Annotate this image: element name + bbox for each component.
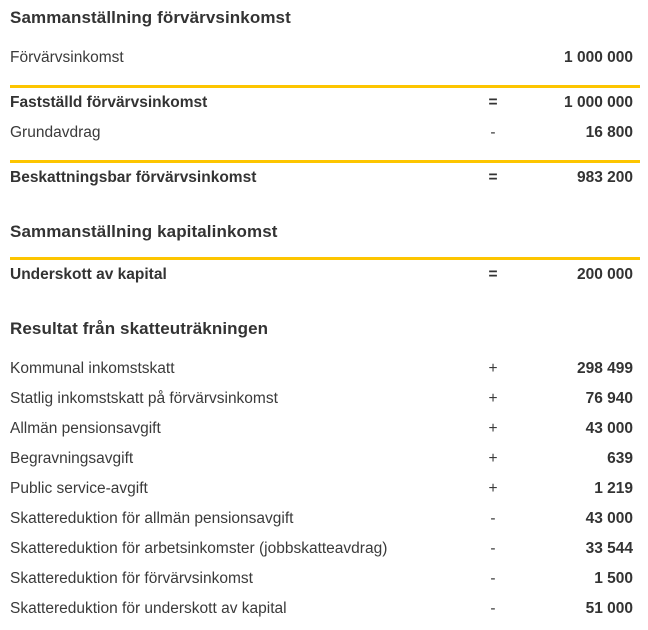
- row-label: Skattereduktion för förvärvsinkomst: [10, 570, 253, 587]
- row-label: Förvärvsinkomst: [10, 49, 124, 66]
- row-value: 1 500: [594, 570, 633, 587]
- row-label: Skattereduktion för allmän pensionsavgift: [10, 510, 294, 527]
- row-operator: =: [488, 169, 498, 186]
- summary-row: [10, 474, 633, 504]
- summary-row: [10, 88, 633, 118]
- section-tax-calculation-result: [10, 319, 633, 624]
- row-operator: =: [488, 266, 498, 283]
- summary-row: [10, 43, 633, 73]
- row-value: 983 200: [576, 169, 633, 186]
- row-operator: =: [488, 94, 498, 111]
- row-value: 43 000: [585, 510, 633, 527]
- row-value: 200 000: [576, 266, 633, 283]
- summary-row: [10, 118, 633, 148]
- row-operator: +: [488, 450, 498, 467]
- row-value: 1 219: [594, 480, 633, 497]
- row-value: 639: [607, 450, 633, 467]
- summary-row: [10, 163, 633, 193]
- row-value: 43 000: [585, 420, 633, 437]
- summary-row: [10, 534, 633, 564]
- section-rows: [10, 257, 633, 290]
- row-operator: -: [490, 570, 496, 587]
- row-value: 1 000 000: [564, 94, 633, 111]
- row-value: 51 000: [585, 600, 633, 617]
- row-operator: -: [490, 600, 496, 617]
- summary-row: [10, 564, 633, 594]
- row-label: Allmän pensionsavgift: [10, 420, 161, 437]
- row-label: Statlig inkomstskatt på förvärvsinkomst: [10, 390, 278, 407]
- row-label: Public service-avgift: [10, 480, 148, 497]
- row-label: Skattereduktion för underskott av kapital: [10, 600, 287, 617]
- row-label: Beskattningsbar förvärvsinkomst: [10, 169, 257, 186]
- summary-row: [10, 384, 633, 414]
- summary-row: [10, 594, 633, 624]
- row-value: 76 940: [585, 390, 633, 407]
- row-operator: -: [490, 510, 496, 527]
- row-operator: +: [488, 390, 498, 407]
- summary-row: [10, 414, 633, 444]
- summary-row: [10, 260, 633, 290]
- summary-row: [10, 444, 633, 474]
- row-value: 298 499: [576, 360, 633, 377]
- row-operator: +: [488, 360, 498, 377]
- section-capital-income-summary: [10, 222, 633, 290]
- row-value: 33 544: [585, 540, 633, 557]
- section-rows: [10, 354, 633, 624]
- section-title: Resultat från skatteuträkningen: [10, 319, 269, 338]
- row-value: 16 800: [585, 124, 633, 141]
- section-title: Sammanställning kapitalinkomst: [10, 222, 278, 241]
- section-earned-income-summary: [10, 8, 633, 193]
- row-label: Begravningsavgift: [10, 450, 134, 467]
- row-label: Skattereduktion för arbetsinkomster (jobbskatteavdrag): [10, 540, 388, 557]
- row-value: 1 000 000: [564, 49, 633, 66]
- row-label: Underskott av kapital: [10, 266, 167, 283]
- row-label: Fastställd förvärvsinkomst: [10, 94, 208, 111]
- row-operator: -: [490, 540, 496, 557]
- row-operator: +: [488, 480, 498, 497]
- row-operator: -: [490, 124, 496, 141]
- row-label: Kommunal inkomstskatt: [10, 360, 175, 377]
- row-operator: +: [488, 420, 498, 437]
- summary-row: [10, 504, 633, 534]
- summary-row: [10, 354, 633, 384]
- section-rows: [10, 43, 633, 193]
- row-label: Grundavdrag: [10, 124, 101, 141]
- section-title: Sammanställning förvärvsinkomst: [10, 8, 291, 27]
